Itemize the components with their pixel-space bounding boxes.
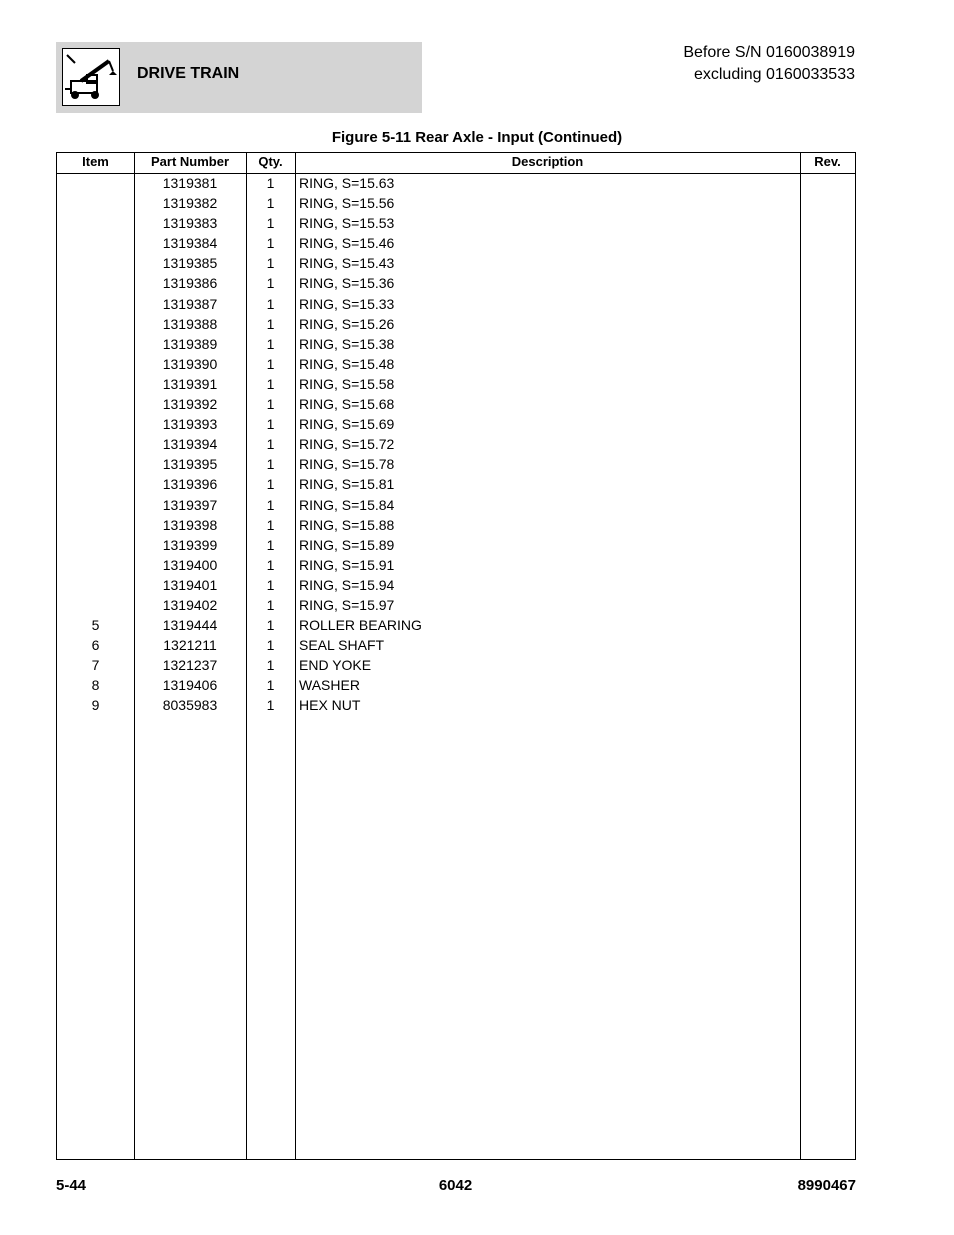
qty-cell: 1 (266, 235, 275, 252)
table-row (57, 576, 855, 596)
table-row (57, 295, 855, 315)
table-row (57, 455, 855, 475)
part-number-cell: 1319391 (162, 375, 218, 392)
model-number: 6042 (438, 1177, 473, 1194)
qty-cell: 1 (266, 617, 275, 634)
table-row (57, 274, 855, 294)
part-number-cell: 1319384 (162, 235, 218, 252)
description-cell: RING, S=15.91 (299, 556, 395, 573)
part-number-cell: 1319389 (162, 335, 218, 352)
table-row (57, 254, 855, 274)
table-row (57, 536, 855, 556)
qty-cell: 1 (266, 436, 275, 453)
serial-info (683, 42, 855, 86)
description-cell: RING, S=15.69 (299, 416, 395, 433)
table-row (57, 656, 855, 676)
description-cell: RING, S=15.38 (299, 335, 395, 352)
column-header-rev: Rev. (814, 154, 841, 169)
part-number-cell: 1319401 (162, 576, 218, 593)
part-number-cell: 1319386 (162, 275, 218, 292)
qty-cell: 1 (266, 355, 275, 372)
description-cell: RING, S=15.56 (299, 195, 395, 212)
description-cell: ROLLER BEARING (299, 617, 422, 634)
description-cell: RING, S=15.68 (299, 396, 395, 413)
item-cell: 7 (91, 657, 100, 674)
qty-cell: 1 (266, 677, 275, 694)
table-row (57, 335, 855, 355)
table-row (57, 616, 855, 636)
part-number-cell: 1319396 (162, 476, 218, 493)
qty-cell: 1 (266, 496, 275, 513)
item-cell: 8 (91, 677, 100, 694)
qty-cell: 1 (266, 195, 275, 212)
qty-cell: 1 (266, 315, 275, 332)
table-row (57, 676, 855, 696)
qty-cell: 1 (266, 295, 275, 312)
part-number-cell: 8035983 (162, 697, 218, 714)
manual-number: 8990467 (797, 1177, 856, 1194)
qty-cell: 1 (266, 576, 275, 593)
table-row (57, 375, 855, 395)
qty-cell: 1 (266, 596, 275, 613)
serial-line-1: Before S/N 0160038919 (683, 44, 855, 61)
column-header-item: Item (82, 154, 109, 169)
table-row (57, 556, 855, 576)
column-header-part-number: Part Number (150, 154, 230, 169)
item-cell: 9 (91, 697, 100, 714)
part-number-cell: 1319399 (162, 536, 218, 553)
table-row (57, 234, 855, 254)
part-number-cell: 1319387 (162, 295, 218, 312)
description-cell: RING, S=15.89 (299, 536, 395, 553)
description-cell: RING, S=15.63 (299, 175, 395, 191)
qty-cell: 1 (266, 657, 275, 674)
qty-cell: 1 (266, 416, 275, 433)
table-row (57, 174, 855, 194)
part-number-cell: 1319390 (162, 355, 218, 372)
part-number-cell: 1319383 (162, 215, 218, 232)
part-number-cell: 1319388 (162, 315, 218, 332)
table-row (57, 516, 855, 536)
part-number-cell: 1321237 (162, 657, 218, 674)
qty-cell: 1 (266, 456, 275, 473)
qty-cell: 1 (266, 536, 275, 553)
qty-cell: 1 (266, 396, 275, 413)
qty-cell: 1 (266, 476, 275, 493)
telehandler-icon (62, 48, 120, 106)
figure-title: Figure 5-11 Rear Axle - Input (Continued) (331, 129, 623, 146)
part-number-cell: 1319395 (162, 456, 218, 473)
table-row (57, 315, 855, 335)
table-row (57, 475, 855, 495)
description-cell: RING, S=15.36 (299, 275, 395, 292)
section-title: DRIVE TRAIN (137, 65, 240, 82)
table-row (57, 194, 855, 214)
part-number-cell: 1319392 (162, 396, 218, 413)
part-number-cell: 1319382 (162, 195, 218, 212)
description-cell: RING, S=15.26 (299, 315, 395, 332)
part-number-cell: 1319394 (162, 436, 218, 453)
table-row (57, 214, 855, 234)
description-cell: WASHER (299, 677, 360, 694)
qty-cell: 1 (266, 697, 275, 714)
item-cell: 6 (91, 637, 100, 654)
part-number-cell: 1319400 (162, 556, 218, 573)
qty-cell: 1 (266, 516, 275, 533)
serial-line-2: excluding 0160033533 (693, 66, 855, 83)
item-cell: 5 (91, 617, 100, 634)
column-header-description: Description (511, 154, 584, 169)
description-cell: RING, S=15.97 (299, 596, 395, 613)
part-number-cell: 1319406 (162, 677, 218, 694)
parts-table (56, 152, 856, 1160)
part-number-cell: 1319397 (162, 496, 218, 513)
description-cell: RING, S=15.46 (299, 235, 395, 252)
part-number-cell: 1319402 (162, 596, 218, 613)
part-number-cell: 1319444 (162, 617, 218, 634)
table-row (57, 696, 855, 716)
description-cell: RING, S=15.72 (299, 436, 395, 453)
page-number: 5-44 (56, 1177, 87, 1194)
table-row (57, 355, 855, 375)
table-row (57, 596, 855, 616)
part-number-cell: 1319398 (162, 516, 218, 533)
qty-cell: 1 (266, 556, 275, 573)
part-number-cell: 1319393 (162, 416, 218, 433)
description-cell: RING, S=15.88 (299, 516, 395, 533)
part-number-cell: 1319385 (162, 255, 218, 272)
description-cell: SEAL SHAFT (299, 637, 385, 654)
description-cell: END YOKE (299, 657, 372, 674)
description-cell: RING, S=15.84 (299, 496, 395, 513)
description-cell: RING, S=15.78 (299, 456, 395, 473)
description-cell: RING, S=15.81 (299, 476, 395, 493)
description-cell: RING, S=15.58 (299, 375, 395, 392)
description-cell: RING, S=15.43 (299, 255, 395, 272)
description-cell: RING, S=15.48 (299, 355, 395, 372)
table-body (57, 174, 855, 717)
qty-cell: 1 (266, 275, 275, 292)
qty-cell: 1 (266, 255, 275, 272)
table-row (57, 415, 855, 435)
part-number-cell: 1321211 (163, 637, 217, 654)
qty-cell: 1 (266, 375, 275, 392)
table-row (57, 496, 855, 516)
table-row (57, 395, 855, 415)
description-cell: RING, S=15.94 (299, 576, 395, 593)
qty-cell: 1 (266, 175, 275, 191)
qty-cell: 1 (266, 637, 275, 654)
description-cell: HEX NUT (299, 697, 361, 714)
table-row (57, 636, 855, 656)
column-header-qty: Qty. (258, 154, 283, 169)
description-cell: RING, S=15.53 (299, 215, 395, 232)
table-row (57, 435, 855, 455)
part-number-cell: 1319381 (162, 175, 218, 191)
description-cell: RING, S=15.33 (299, 295, 395, 312)
qty-cell: 1 (266, 335, 275, 352)
qty-cell: 1 (266, 215, 275, 232)
